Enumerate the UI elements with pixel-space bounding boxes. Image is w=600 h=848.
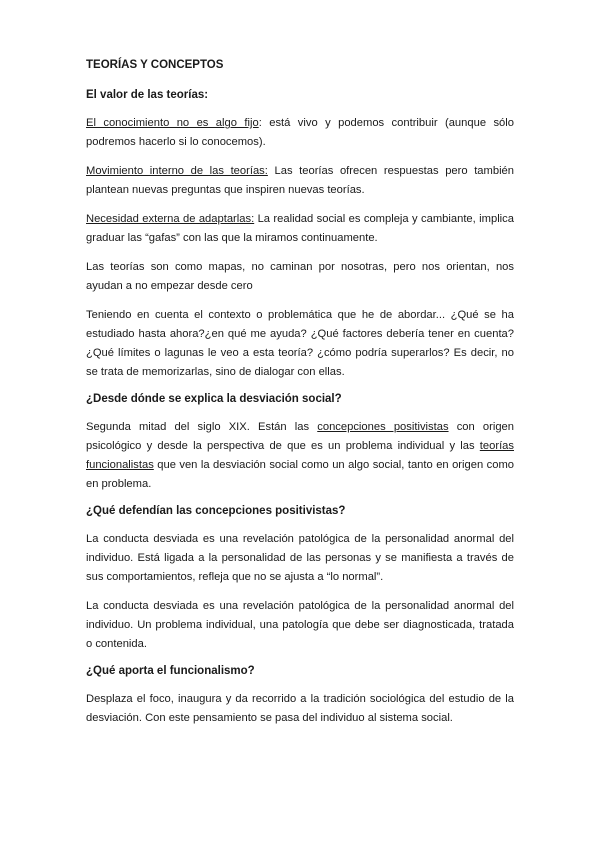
section-heading-valor-teorias: El valor de las teorías: (86, 89, 209, 101)
paragraph-text: que ven la desviación social como un algo social, tanto en origen como en problema. (86, 459, 514, 490)
paragraph-text: Las teorías ofrecen respuestas pero también plantean nuevas preguntas que inspiren nuevas teorías. (86, 165, 514, 196)
underlined-term: Movimiento interno de las teorías: (86, 165, 268, 177)
paragraph-text: : está vivo y podemos contribuir (aunque sólo podremos hacerlo si lo conocemos). (86, 117, 514, 148)
section-heading-desviacion-social: ¿Desde dónde se explica la desviación social? (86, 393, 342, 405)
paragraph-text: Segunda mitad del siglo XIX. Están las (86, 421, 318, 433)
paragraph-necesidad-externa (86, 210, 514, 248)
underlined-term: Necesidad externa de adaptarlas: (86, 213, 255, 225)
paragraph-conducta-desviada-1: La conducta desviada es una revelación patológica de la personalidad anormal del individuo. Está ligada a la personalidad de las personas y se manifiesta a través de sus comportamientos, refleja que no se ajusta a “lo normal”. (86, 533, 514, 583)
underlined-term: teorías funcionalistas (86, 440, 514, 471)
underlined-term: concepciones positivistas (317, 421, 449, 433)
section-heading-funcionalismo: ¿Qué aporta el funcionalismo? (86, 665, 255, 677)
section-heading-positivistas: ¿Qué defendían las concepciones positivistas? (86, 505, 346, 517)
underlined-term: El conocimiento no es algo fijo (86, 117, 259, 129)
paragraph-text: La realidad social es compleja y cambiante, implica graduar las “gafas” con las que la miramos continuamente. (86, 213, 514, 244)
paragraph-conducta-desviada-2: La conducta desviada es una revelación patológica de la personalidad anormal del individuo. Un problema individual, una patología que debe ser diagnosticada, tratada o contenida. (86, 600, 514, 650)
paragraph-segunda-mitad (86, 418, 514, 494)
document-page (86, 58, 514, 738)
paragraph-text: con origen psicológico y desde la perspectiva de que es un problema individual y las (86, 421, 514, 452)
paragraph-mapas: Las teorías son como mapas, no caminan por nosotras, pero nos orientan, nos ayudan a no empezar desde cero (86, 261, 514, 292)
paragraph-conocimiento (86, 114, 514, 152)
paragraph-desplaza-foco: Desplaza el foco, inaugura y da recorrido a la tradición sociológica del estudio de la desviación. Con este pensamiento se pasa del individuo al sistema social. (86, 693, 514, 724)
document-title: TEORÍAS Y CONCEPTOS (86, 59, 224, 71)
paragraph-contexto: Teniendo en cuenta el contexto o problemática que he de abordar... ¿Qué se ha estudiado hasta ahora?¿en qué me ayuda? ¿Qué factores debería tener en cuenta? ¿Qué límites o lagunas le veo a esta teoría? ¿cómo podría superarlos? Es decir, no se trata de memorizarlas, sino de dialogar con ellas. (86, 309, 514, 378)
paragraph-movimiento-interno (86, 162, 514, 200)
